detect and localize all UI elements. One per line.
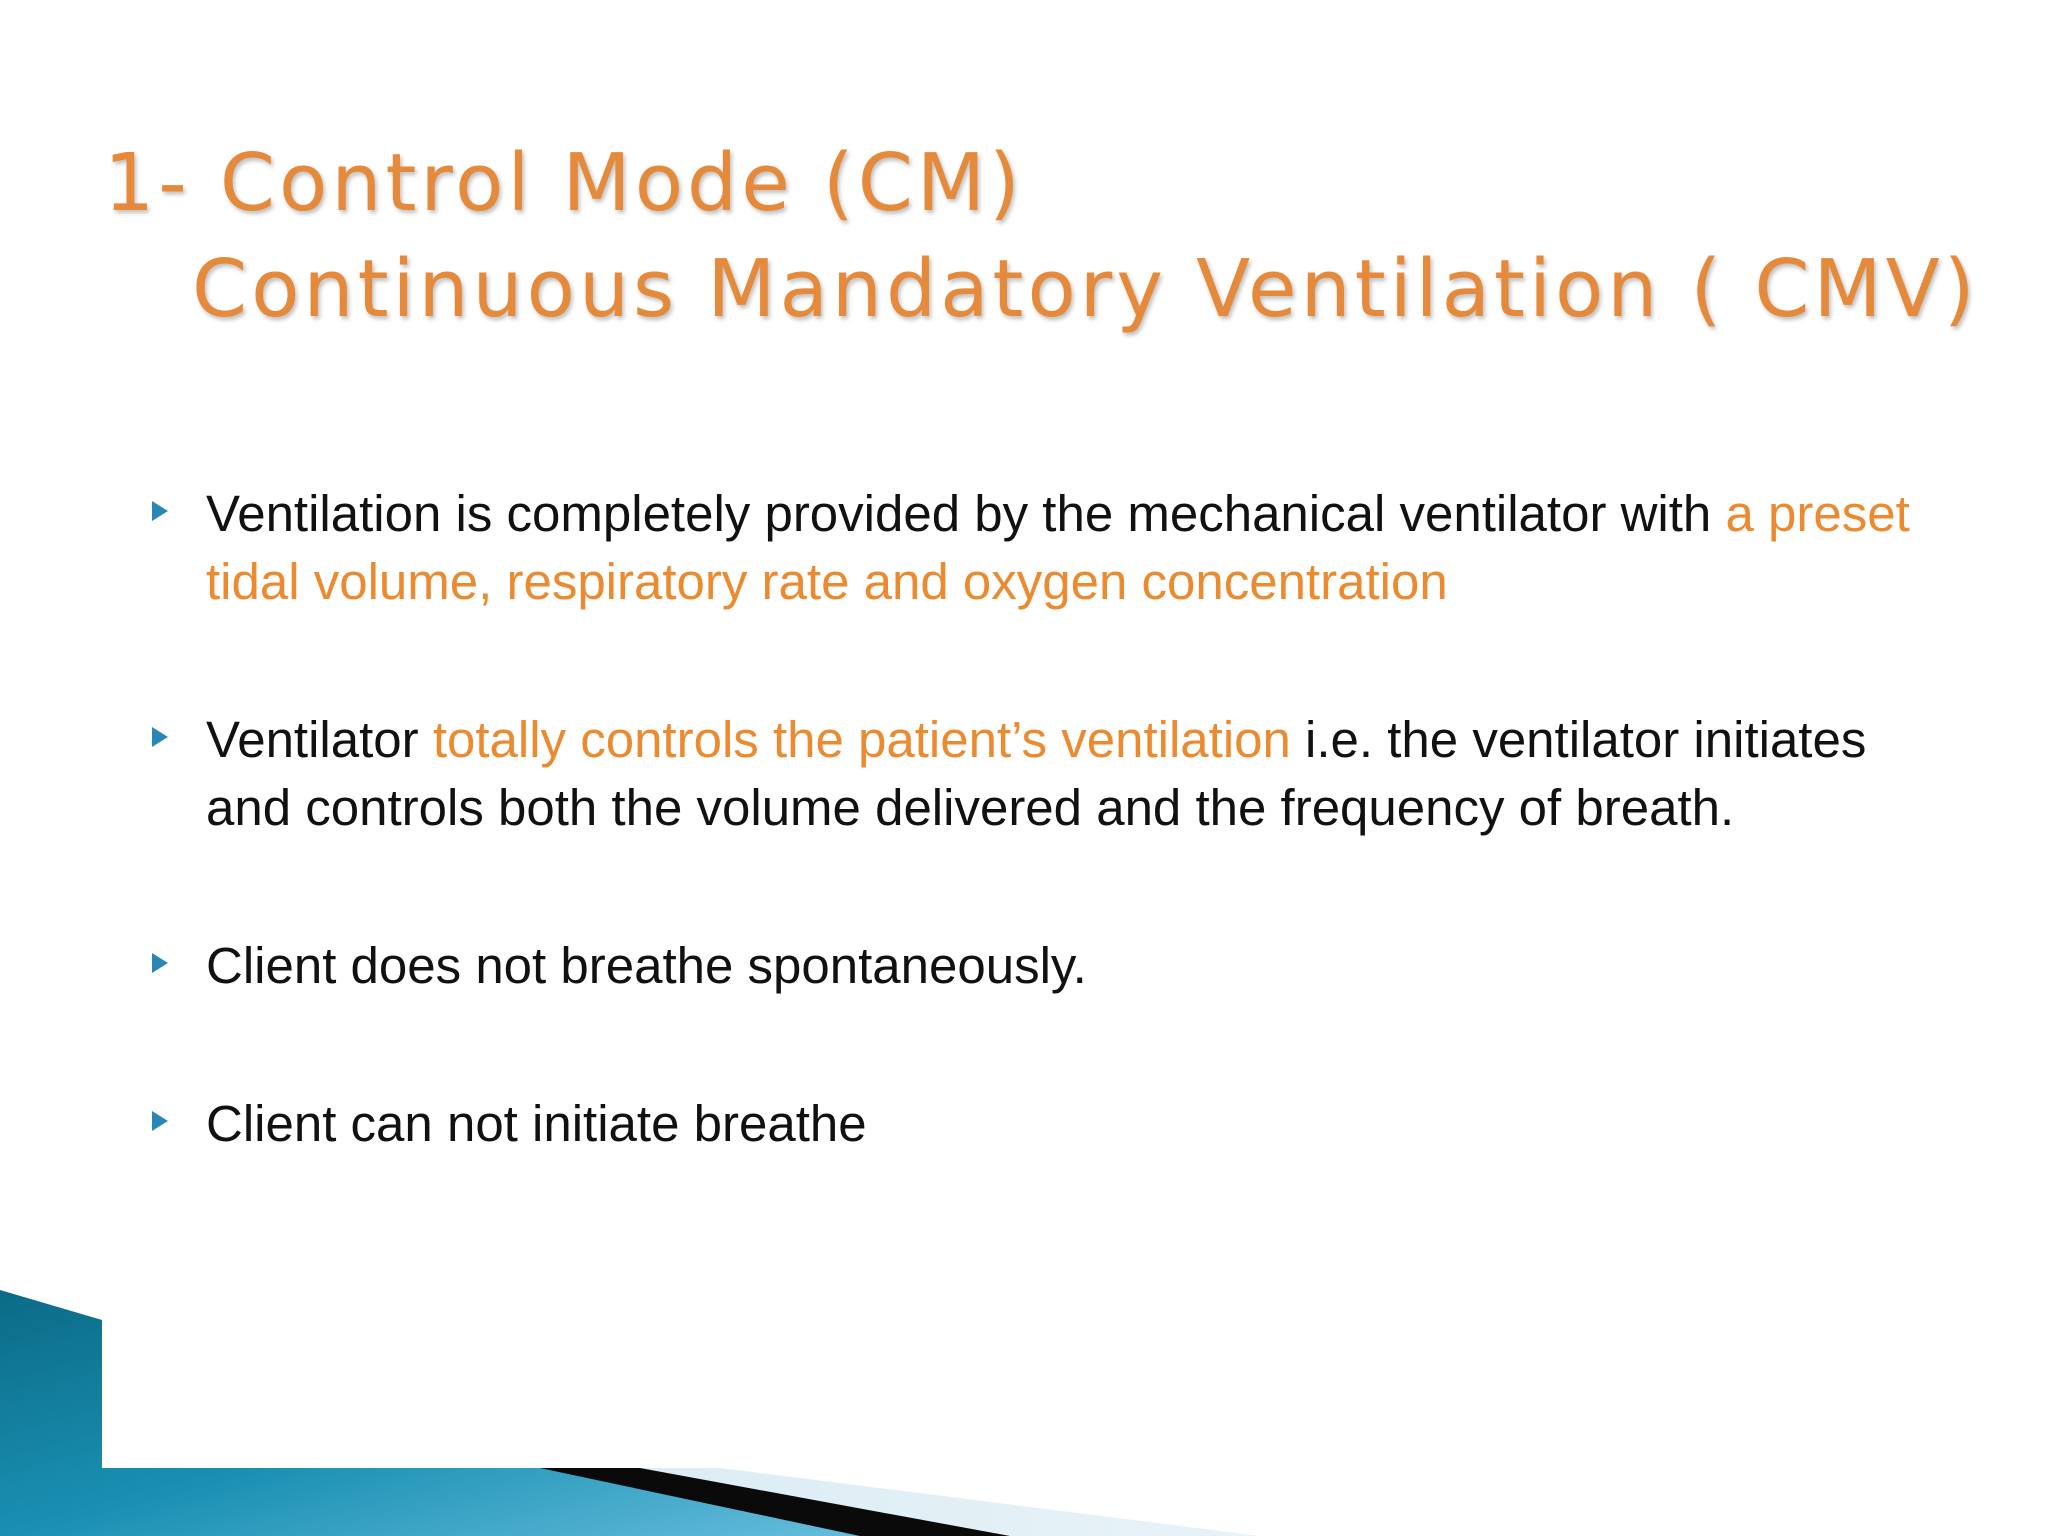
bullet-text-continued: i.e. the ventilator initiates and controls both the volume delivered and the frequency of breath. — [206, 711, 1867, 836]
bullet-item — [142, 706, 1912, 842]
triangle-right-icon — [152, 1111, 168, 1131]
slide-title — [104, 130, 1979, 342]
bullet-highlight: totally controls the patient’s ventilation — [432, 711, 1291, 768]
bullet-text: Client can not initiate breathe — [206, 1095, 867, 1152]
triangle-right-icon — [152, 727, 168, 747]
bullet-text: Ventilator — [206, 711, 433, 768]
bullet-list — [142, 480, 1912, 1158]
triangle-right-icon — [152, 501, 168, 521]
bullet-item — [142, 932, 1912, 1000]
bullet-highlight: a preset tidal volume, respiratory rate and oxygen concentration — [206, 485, 1910, 610]
bullet-text: Client does not breathe spontaneously. — [206, 937, 1087, 994]
bullet-text: Ventilation is completely provided by the mechanical ventilator with — [206, 485, 1726, 542]
triangle-right-icon — [152, 953, 168, 973]
bullet-item — [142, 480, 1912, 616]
title-line-2: Continuous Mandatory Ventilation ( CMV) — [192, 243, 1979, 335]
title-line-1: 1- Control Mode (CM) — [104, 137, 1024, 229]
bullet-item — [142, 1090, 1912, 1158]
